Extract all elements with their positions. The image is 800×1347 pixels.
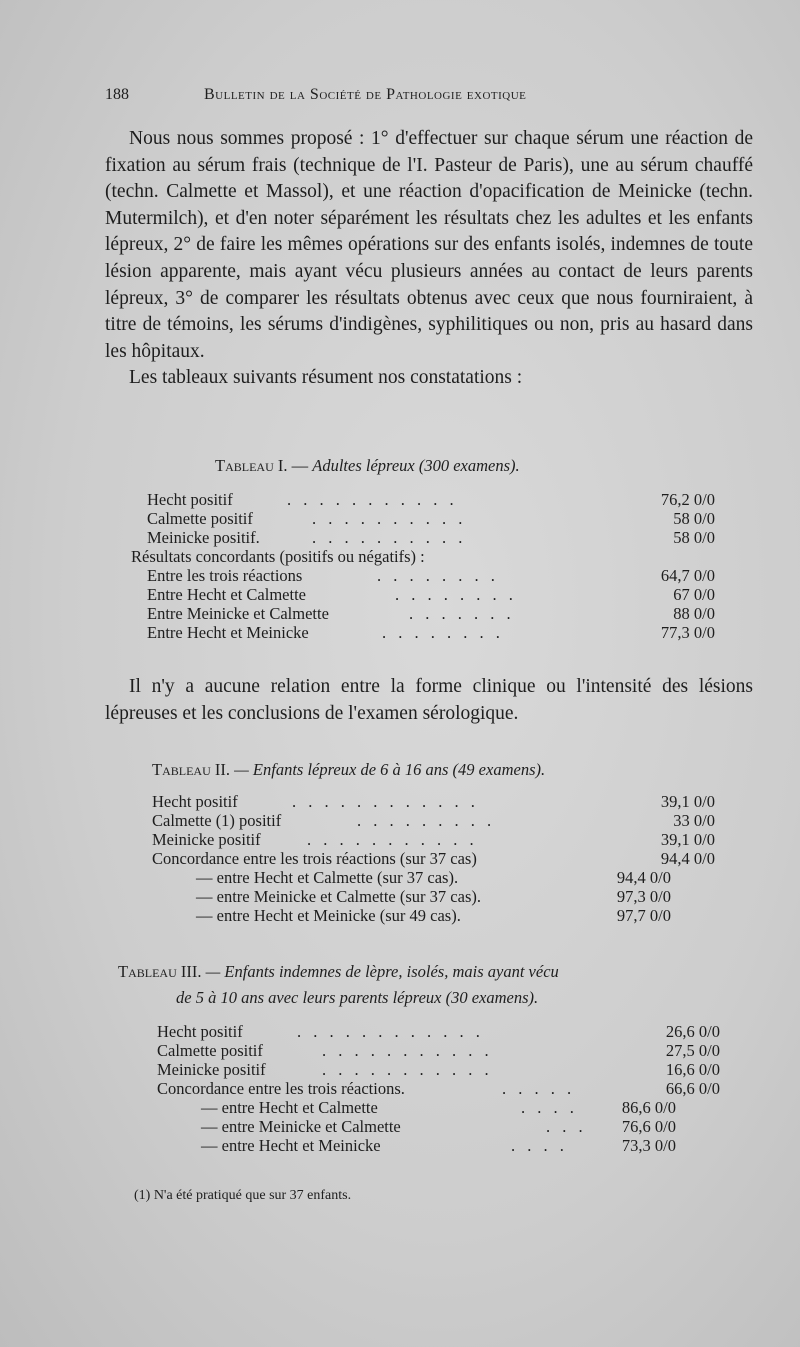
table-row: Calmette positif . . . . . . . . . . . 27,5 0/0 xyxy=(157,1041,720,1060)
row-value: 97,3 0/0 xyxy=(616,887,671,906)
table-row: Meinicke positif . . . . . . . . . . . 16,6 0/0 xyxy=(157,1060,720,1079)
table-row: Hecht positif . . . . . . . . . . . 76,2 0/0 xyxy=(147,490,715,509)
table-row: Calmette (1) positif . . . . . . . . . 33 0/0 xyxy=(152,811,715,830)
table2-caption: — Enfants lépreux de 6 à 16 ans (49 examens). xyxy=(234,760,546,779)
row-label: — entre Hecht et Meinicke xyxy=(201,1136,381,1155)
row-value: 66,6 0/0 xyxy=(665,1079,720,1098)
table2-rows xyxy=(152,792,715,925)
row-value: 58 0/0 xyxy=(673,528,715,547)
row-label: Calmette positif xyxy=(147,509,253,528)
row-value: 39,1 0/0 xyxy=(660,830,715,849)
row-label: Meinicke positif. xyxy=(147,528,260,547)
table3-rows xyxy=(157,1022,720,1155)
row-label: — entre Meinicke et Calmette (sur 37 cas). xyxy=(196,887,481,906)
row-value: 94,4 0/0 xyxy=(660,849,715,868)
intro-paragraph-2: Les tableaux suivants résument nos constatations : xyxy=(129,367,523,389)
intro-paragraph-1: Nous nous sommes proposé : 1° d'effectuer sur chaque sérum une réaction de fixation au sérum frais (technique de l'I. Pasteur de Paris), une au sérum chauffé (techn. Calmette et Massol), et une réaction d'opacification de Meinicke (techn. Mutermilch), et d'en noter séparément les résultats chez les adultes et les enfants lépreux, 2° de faire les mêmes opérations sur des enfants isolés, indemnes de toute lésion apparente, mais ayant vécu plusieurs années au contact de leurs parents lépreux, 3° de comparer les résultats obtenus avec ceux que nous fourniraient, à titre de témoins, les sérums d'indigènes, syphilitiques ou non, pris au hasard dans les hôpitaux. xyxy=(105,128,753,362)
table-row: Entre les trois réactions . . . . . . . . 64,7 0/0 xyxy=(147,566,715,585)
table-row: Entre Hecht et Meinicke . . . . . . . . 77,3 0/0 xyxy=(147,623,715,642)
row-label: Hecht positif xyxy=(157,1022,243,1041)
row-label: Calmette (1) positif xyxy=(152,811,282,830)
row-label: Entre Hecht et Meinicke xyxy=(147,623,309,642)
middle-paragraph: Il n'y a aucune relation entre la forme clinique ou l'intensité des lésions lépreuses et les conclusions de l'examen sérologique. xyxy=(105,676,753,724)
page-number: 188 xyxy=(105,86,129,103)
row-value: 67 0/0 xyxy=(673,585,715,604)
row-value: 33 0/0 xyxy=(673,811,715,830)
table-row: Entre Meinicke et Calmette . . . . . . . 88 0/0 xyxy=(147,604,715,623)
table-row: Concordance entre les trois réactions. . . . . . 66,6 0/0 xyxy=(157,1079,720,1098)
table-row xyxy=(196,868,715,887)
row-value: 64,7 0/0 xyxy=(660,566,715,585)
row-label: — entre Hecht et Meinicke (sur 49 cas). xyxy=(196,906,461,925)
table1-rows xyxy=(131,490,715,642)
row-value: 97,7 0/0 xyxy=(616,906,671,925)
table3-title-line2 xyxy=(176,988,538,1008)
table-row xyxy=(196,887,715,906)
table-row: Meinicke positif . . . . . . . . . . . 39,1 0/0 xyxy=(152,830,715,849)
row-value: 94,4 0/0 xyxy=(616,868,671,887)
row-value: 27,5 0/0 xyxy=(665,1041,720,1060)
table3-title xyxy=(118,962,559,982)
row-label: Calmette positif xyxy=(157,1041,263,1060)
row-value: 88 0/0 xyxy=(673,604,715,623)
row-label: Résultats concordants (positifs ou négatifs) : xyxy=(131,547,425,566)
table1-title: Tableau I. — Adultes lépreux (300 examens). xyxy=(215,456,520,475)
row-value: 58 0/0 xyxy=(673,509,715,528)
row-value: 16,6 0/0 xyxy=(665,1060,720,1079)
intro-text xyxy=(105,126,753,392)
row-label: Entre Hecht et Calmette xyxy=(147,585,306,604)
table-row: Hecht positif . . . . . . . . . . . . 39,1 0/0 xyxy=(152,792,715,811)
table2-title xyxy=(152,760,545,780)
table3-label: Tableau III. xyxy=(118,962,202,981)
table-row: — entre Hecht et Meinicke . . . . 73,3 0/0 xyxy=(201,1136,676,1155)
row-label: Hecht positif xyxy=(152,792,238,811)
row-value: 86,6 0/0 xyxy=(621,1098,676,1117)
row-label: Concordance entre les trois réactions (sur 37 cas) xyxy=(152,849,477,868)
row-label: — entre Hecht et Calmette (sur 37 cas). xyxy=(196,868,459,887)
row-label: Entre Meinicke et Calmette xyxy=(147,604,329,623)
row-value: 76,6 0/0 xyxy=(621,1117,676,1136)
table3-caption-line2: de 5 à 10 ans avec leurs parents lépreux (30 examens). xyxy=(176,988,539,1007)
footnote: (1) N'a été pratiqué que sur 37 enfants. xyxy=(134,1188,352,1203)
table-row xyxy=(196,906,715,925)
table2-label: Tableau II. xyxy=(152,760,230,779)
row-label: — entre Hecht et Calmette xyxy=(201,1098,378,1117)
row-label: Entre les trois réactions xyxy=(147,566,303,585)
table-row xyxy=(152,849,715,868)
table1-caption: Adultes lépreux (300 examens). xyxy=(312,456,520,475)
table-row xyxy=(131,547,715,566)
row-value: 77,3 0/0 xyxy=(660,623,715,642)
row-label: Meinicke positif xyxy=(152,830,261,849)
table-row: Calmette positif . . . . . . . . . . 58 0/0 xyxy=(147,509,715,528)
journal-title: Bulletin de la Société de Pathologie exotique xyxy=(204,86,527,103)
row-value: 73,3 0/0 xyxy=(621,1136,676,1155)
row-label: Hecht positif xyxy=(147,490,233,509)
table-row: — entre Meinicke et Calmette . . . 76,6 0/0 xyxy=(201,1117,676,1136)
row-label: Meinicke positif xyxy=(157,1060,266,1079)
row-value: 39,1 0/0 xyxy=(660,792,715,811)
row-value: 76,2 0/0 xyxy=(660,490,715,509)
table-row: Meinicke positif. . . . . . . . . . . 58 0/0 xyxy=(147,528,715,547)
page-header xyxy=(105,86,705,104)
table3-caption-line1: — Enfants indemnes de lèpre, isolés, mais ayant vécu xyxy=(205,962,559,981)
table-row: Entre Hecht et Calmette . . . . . . . . 67 0/0 xyxy=(147,585,715,604)
row-label: — entre Meinicke et Calmette xyxy=(201,1117,401,1136)
row-label: Concordance entre les trois réactions. xyxy=(157,1079,405,1098)
table-row: Hecht positif . . . . . . . . . . . . 26,6 0/0 xyxy=(157,1022,720,1041)
table1-label: Tableau I. xyxy=(215,456,288,475)
table-row: — entre Hecht et Calmette . . . . 86,6 0/0 xyxy=(201,1098,676,1117)
middle-text xyxy=(105,674,753,727)
row-value: 26,6 0/0 xyxy=(665,1022,720,1041)
